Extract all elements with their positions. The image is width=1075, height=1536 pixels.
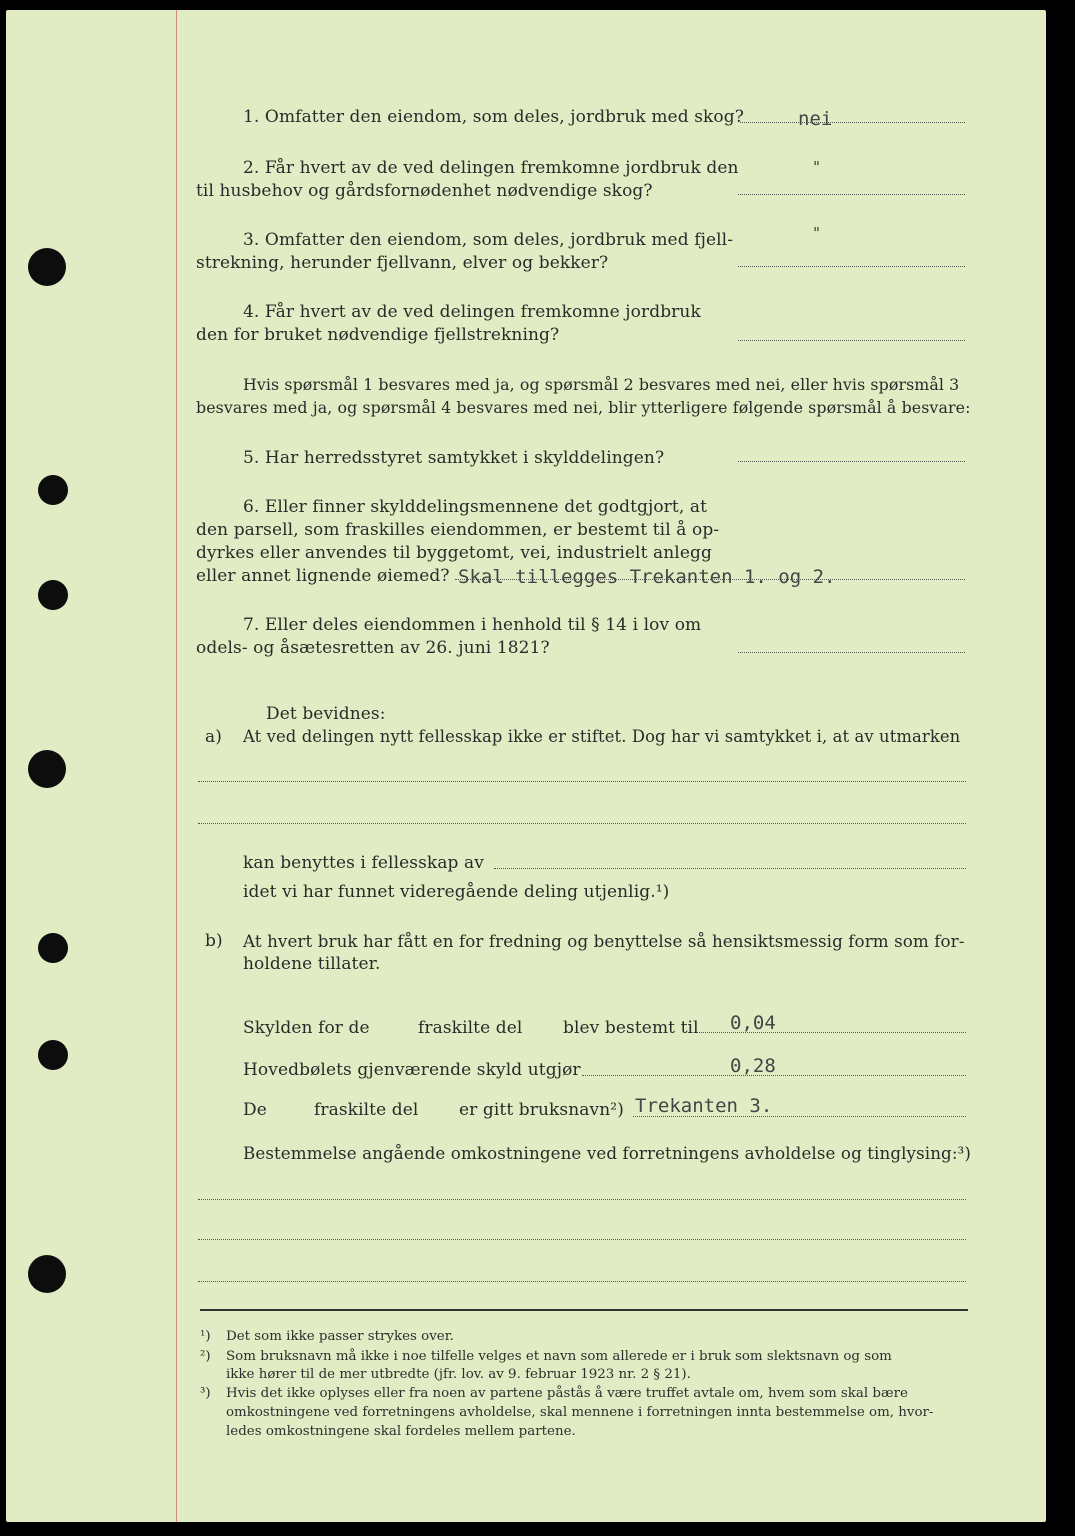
bruk-label-3: er gitt bruksnavn²) — [459, 1100, 624, 1120]
footnote-3-line-2: omkostningene ved forretningens avholdelse, skal mennene i forretningen innta bestemmelse om, hvor- — [226, 1405, 934, 1420]
cost-label: Bestemmelse angående omkostningene ved forretningens avholdelse og tinglysing:³) — [243, 1143, 971, 1163]
bruk-label-2: fraskilte del — [314, 1100, 419, 1120]
item-a-reason: idet vi har funnet videregående deling utjenlig.¹) — [243, 882, 670, 902]
question-7-line-2: odels- og åsætesretten av 26. juni 1821? — [196, 638, 550, 658]
question-4-line-2: den for bruket nødvendige fjellstrekning? — [196, 325, 560, 345]
answer-line — [738, 652, 965, 653]
question-7-line-1: 7. Eller deles eiendommen i henhold til § 14 i lov om — [243, 615, 702, 635]
question-6-line-2: den parsell, som fraskilles eiendommen, er bestemt til å op- — [196, 520, 720, 540]
answer-line — [738, 194, 965, 195]
skyld-label-3: blev bestemt til — [563, 1018, 699, 1038]
question-4-line-1: 4. Får hvert av de ved delingen fremkomne jordbruk — [243, 302, 701, 322]
question-1: 1. Omfatter den eiendom, som deles, jordbruk med skog? — [243, 107, 744, 127]
blank-line — [198, 1281, 966, 1282]
answer-2: " — [812, 158, 822, 176]
blank-line — [198, 823, 966, 824]
bruk-label-1: De — [243, 1100, 267, 1120]
answer-line — [738, 340, 965, 341]
footnote-1-mark: ¹) — [200, 1329, 211, 1344]
item-a-text: At ved delingen nytt fellesskap ikke er stiftet. Dog har vi samtykket i, at av utmarken — [243, 727, 961, 746]
condition-line-1: Hvis spørsmål 1 besvares med ja, og spørsmål 2 besvares med nei, eller hvis spørsmål 3 — [243, 375, 960, 394]
item-b-line-1: At hvert bruk har fått en for fredning og benyttelse så hensiktsmessig form som for- — [243, 931, 965, 951]
blank-line — [494, 868, 966, 869]
punch-hole — [28, 248, 66, 286]
question-2-line-2: til husbehov og gårdsfornødenhet nødvendige skog? — [196, 181, 653, 201]
condition-line-2: besvares med ja, og spørsmål 4 besvares med nei, blir ytterligere følgende spørsmål å besvare: — [196, 398, 971, 417]
question-2-line-1: 2. Får hvert av de ved delingen fremkomne jordbruk den — [243, 158, 739, 178]
answer-line — [740, 122, 965, 123]
question-6-line-4: eller annet lignende øiemed? — [196, 566, 450, 586]
footnote-2-line-1: Som bruksnavn må ikke i noe tilfelle velges et navn som allerede er i bruk som slektsnavn og som — [226, 1349, 892, 1364]
punch-hole — [28, 750, 66, 788]
item-a-label: a) — [205, 727, 222, 747]
answer-line — [738, 461, 965, 462]
question-3-line-1: 3. Omfatter den eiendom, som deles, jordbruk med fjell- — [243, 230, 734, 250]
skyld-label-1: Skylden for de — [243, 1018, 370, 1038]
footnote-3-line-3: ledes omkostningene skal fordeles mellem partene. — [226, 1424, 576, 1439]
skyld-label-2: fraskilte del — [418, 1018, 523, 1038]
footnote-2-line-2: ikke hører til de mer utbredte (jfr. lov. av 9. februar 1923 nr. 2 § 21). — [226, 1367, 691, 1382]
skyld-value: 0,04 — [730, 1012, 776, 1034]
punch-hole — [38, 933, 68, 963]
answer-line — [738, 266, 965, 267]
question-6-line-1: 6. Eller finner skylddelingsmennene det godtgjort, at — [243, 497, 708, 517]
hoved-label: Hovedbølets gjenværende skyld utgjør — [243, 1060, 581, 1080]
question-3-line-2: strekning, herunder fjellvann, elver og bekker? — [196, 253, 609, 273]
certification-intro: Det bevidnes: — [266, 704, 386, 724]
question-5: 5. Har herredsstyret samtykket i skylddelingen? — [243, 448, 665, 468]
item-a-shared: kan benyttes i fellesskap av — [243, 853, 484, 873]
question-6-line-3: dyrkes eller anvendes til byggetomt, vei, industrielt anlegg — [196, 543, 712, 563]
item-b-label: b) — [205, 931, 223, 951]
footnote-3-line-1: Hvis det ikke oplyses eller fra noen av partene påstås å være truffet avtale om, hvem som skal bære — [226, 1386, 908, 1401]
hoved-value: 0,28 — [730, 1055, 776, 1077]
footnote-rule — [200, 1309, 968, 1311]
bruk-value: Trekanten 3. — [635, 1095, 773, 1117]
punch-hole — [28, 1255, 66, 1293]
punch-hole — [38, 475, 68, 505]
answer-3: " — [812, 224, 822, 242]
footnote-3-mark: ³) — [200, 1386, 211, 1401]
punch-hole — [38, 580, 68, 610]
footnote-2-mark: ²) — [200, 1349, 211, 1364]
punch-hole — [38, 1040, 68, 1070]
blank-line — [198, 1239, 966, 1240]
blank-line — [198, 781, 966, 782]
footnote-1: Det som ikke passer strykes over. — [226, 1329, 454, 1344]
blank-line — [198, 1199, 966, 1200]
item-b-line-2: holdene tillater. — [243, 954, 381, 974]
margin-line — [176, 10, 177, 1522]
answer-6: Skal tillegges Trekanten 1. og 2. — [458, 566, 836, 588]
answer-1: nei — [798, 108, 833, 130]
